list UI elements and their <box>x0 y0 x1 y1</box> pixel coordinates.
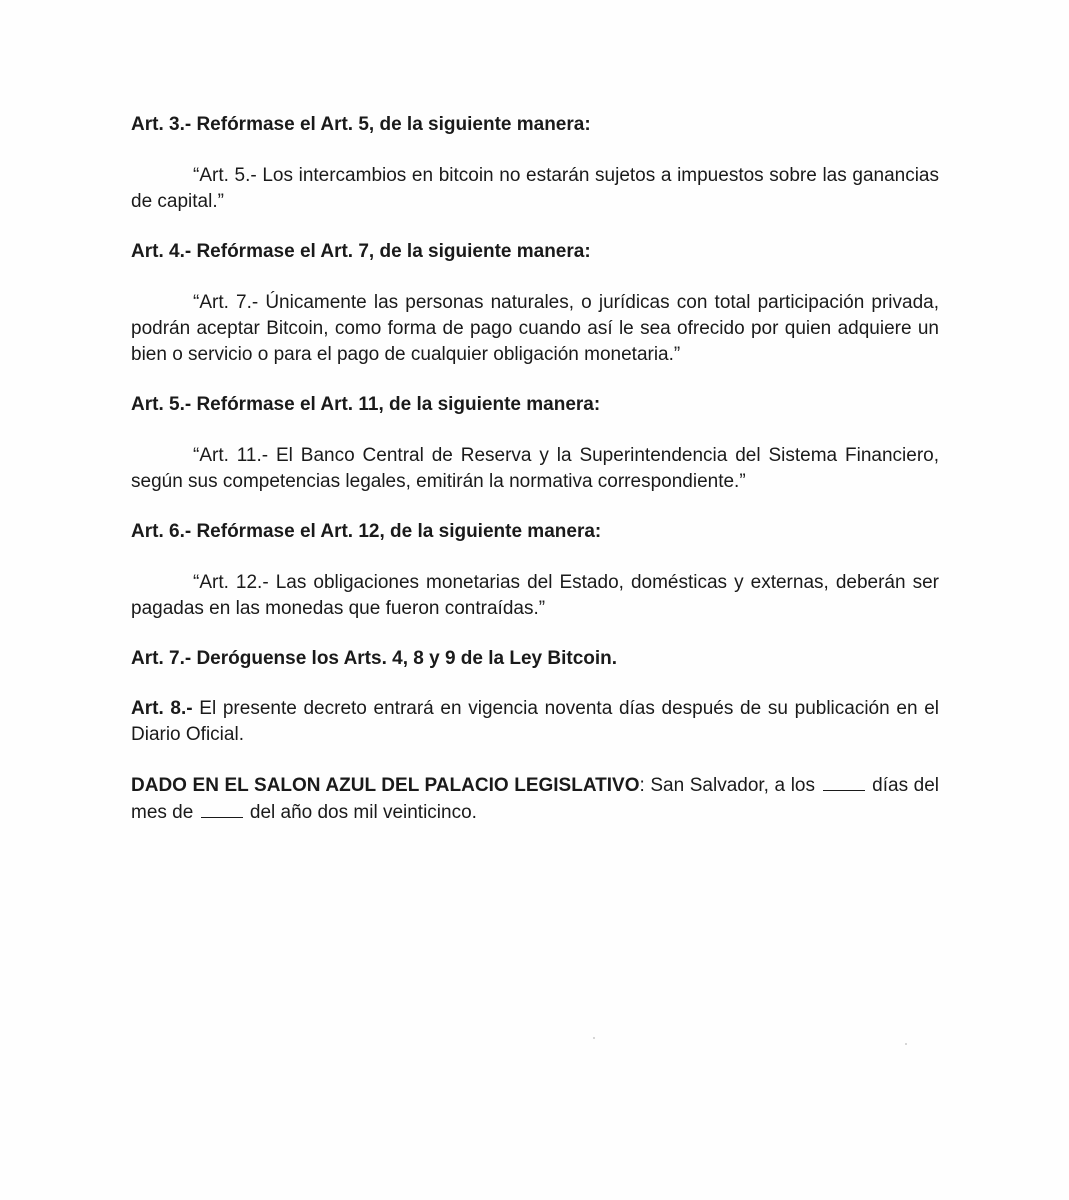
day-blank-line <box>823 772 865 791</box>
article-5-quote: “Art. 11.- El Banco Central de Reserva y la Superintendencia del Sistema Financiero, según sus competencias legales, emitirán la normativa correspondiente.” <box>131 445 939 492</box>
article-7-text: Art. 7.- Deróguense los Arts. 4, 8 y 9 de la Ley Bitcoin. <box>131 648 618 669</box>
closing-label: DADO EN EL SALON AZUL DEL PALACIO LEGISLATIVO <box>131 775 640 796</box>
closing-part-1: : San Salvador, a los <box>639 775 815 796</box>
article-4-heading: Art. 4.- Refórmase el Art. 7, de la siguiente manera: <box>131 241 591 262</box>
article-6-quote: “Art. 12.- Las obligaciones monetarias del Estado, domésticas y externas, deberán ser pagadas en las monedas que fueron contraídas.” <box>131 572 939 619</box>
closing-part-3: del año dos mil veinticinco. <box>249 802 477 823</box>
article-5-heading: Art. 5.- Refórmase el Art. 11, de la siguiente manera: <box>131 394 601 415</box>
article-6-heading: Art. 6.- Refórmase el Art. 12, de la siguiente manera: <box>131 521 602 542</box>
scan-speck <box>905 1043 907 1045</box>
month-blank-line <box>201 799 243 818</box>
article-8-paragraph <box>131 696 939 748</box>
decree-text <box>131 112 939 826</box>
article-8-label: Art. 8.- <box>131 698 193 719</box>
closing-paragraph <box>131 772 939 826</box>
article-3-quote: “Art. 5.- Los intercambios en bitcoin no estarán sujetos a impuestos sobre las ganancias de capital.” <box>131 165 939 212</box>
article-8-text: El presente decreto entrará en vigencia noventa días después de su publicación en el Diario Oficial. <box>131 698 939 745</box>
article-4-quote: “Art. 7.- Únicamente las personas naturales, o jurídicas con total participación privada, podrán aceptar Bitcoin, como forma de pago cuando así le sea ofrecido por quien adquiere un bien o servicio o para el pago de cualquier obligación monetaria.” <box>131 292 939 365</box>
scan-speck <box>593 1037 595 1039</box>
closing-part-2: días del mes de <box>131 775 940 823</box>
article-3-heading: Art. 3.- Refórmase el Art. 5, de la siguiente manera: <box>131 114 591 135</box>
